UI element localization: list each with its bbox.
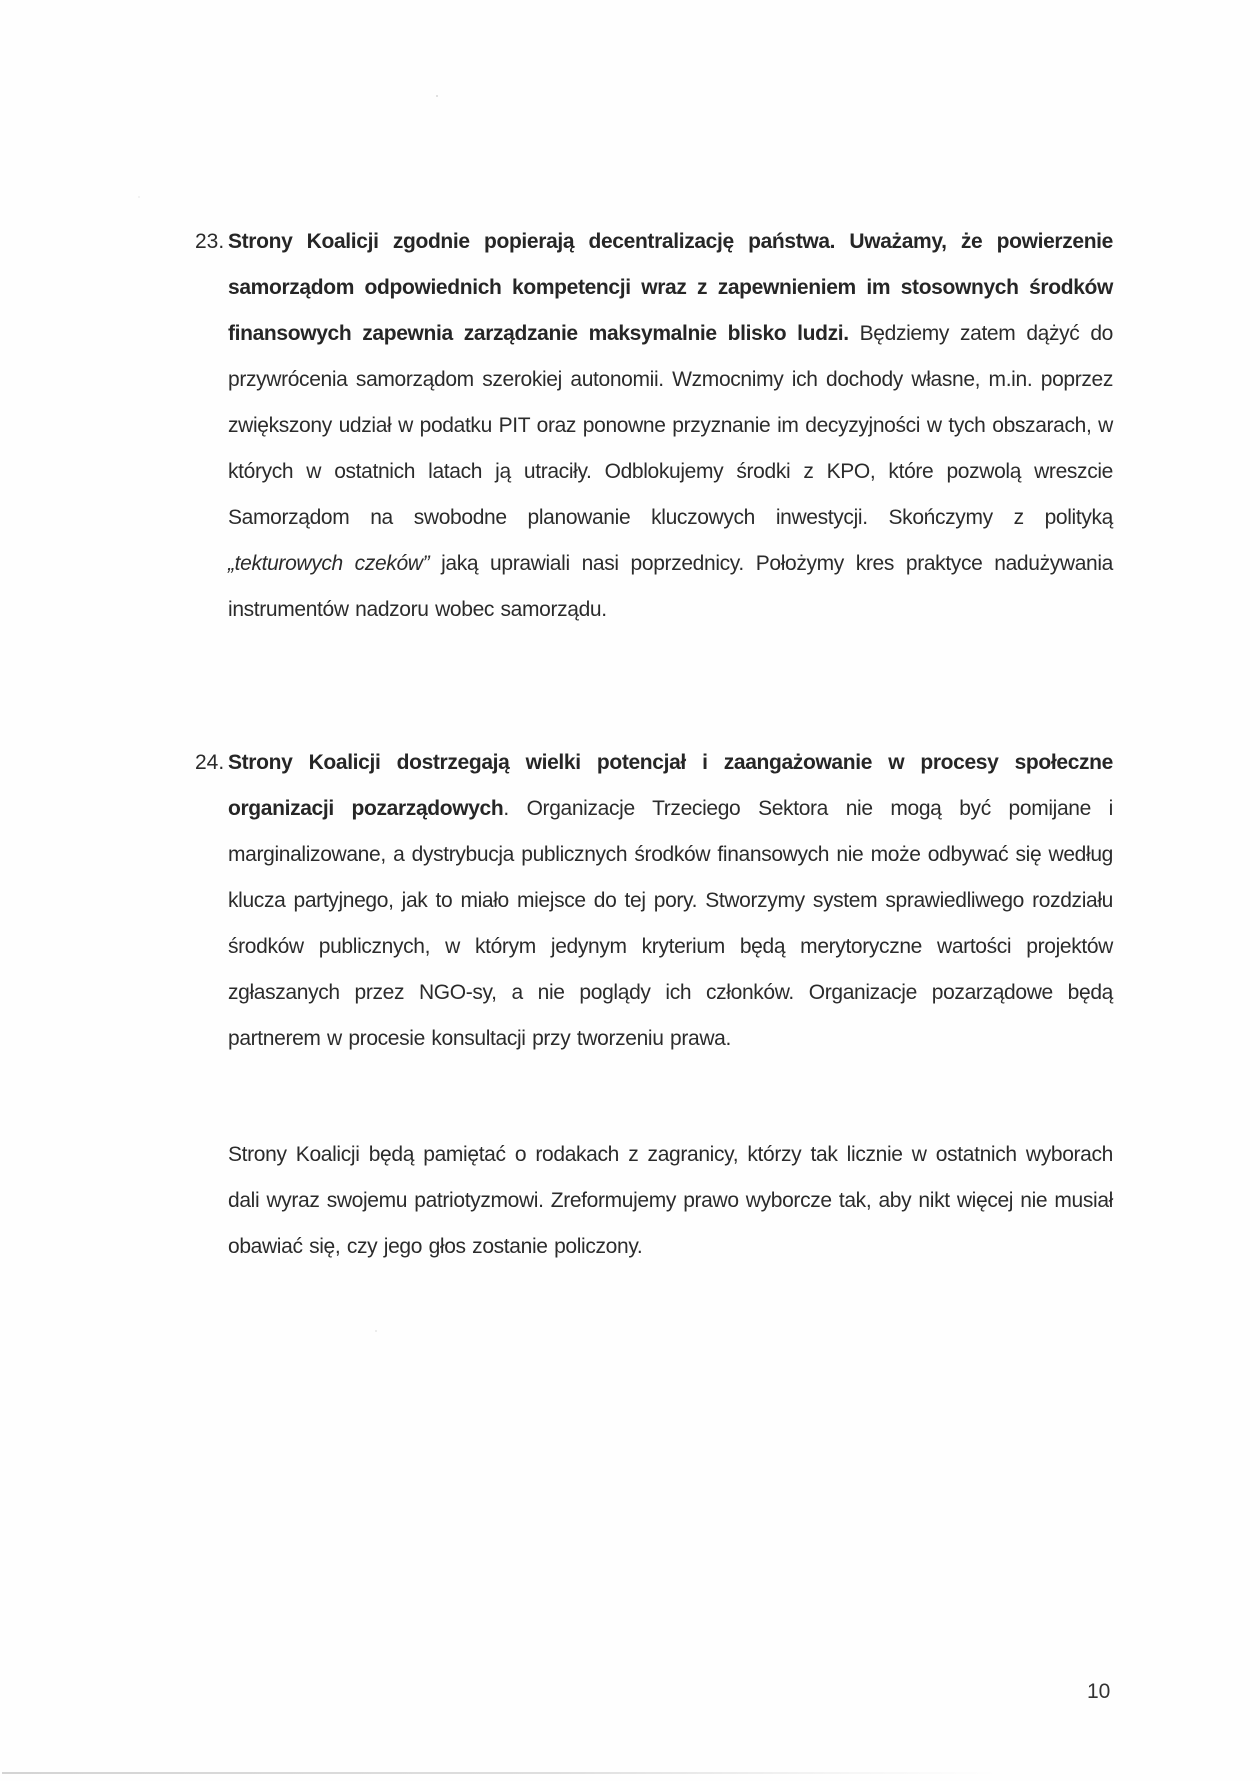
section-body [228,219,1113,633]
scan-edge-line [2,1772,1002,1774]
page-number: 10 [1087,1680,1111,1703]
scan-dust [436,95,438,97]
section-lead-bold: Strony Koalicji zgodnie popierają decentralizację państwa. Uważamy, że powierzenie samorządom odpowiednich kompetencji wraz z zapewnieniem im stosownych środków finansowych zapewnia zarządzanie maksymalnie blisko ludzi. [228,230,1113,345]
section-italic-quote: „tekturowych czeków” [228,552,430,575]
section-number: 23. [195,230,225,253]
closing-paragraph [195,1132,1113,1270]
scan-dust [375,1330,377,1332]
section-23 [195,219,1113,633]
section-24 [195,740,1113,1062]
section-text: . Organizacje Trzeciego Sektora nie mogą być pomijane i marginalizowane, a dystrybucja publicznych środków finansowych nie może odbywać się według klucza partyjnego, jak to miało miejsce do tej pory. Stworzymy system sprawiedliwego rozdziału środków publicznych, w którym jedynym kryterium będą merytoryczne wartości projektów zgłaszanych przez NGO-sy, a nie poglądy ich członków. Organizacje pozarządowe będą partnerem w procesie konsultacji przy tworzeniu prawa. [228,797,1113,1050]
scan-dust [138,196,140,198]
section-body [228,740,1113,1062]
section-text: jaką uprawiali nasi poprzednicy. Położymy kres praktyce nadużywania instrumentów nadzoru wobec samorządu. [228,552,1114,621]
section-number: 24. [195,751,225,774]
paragraph-text: Strony Koalicji będą pamiętać o rodakach z zagranicy, którzy tak licznie w ostatnich wyborach dali wyraz swojemu patriotyzmowi. Zreformujemy prawo wyborcze tak, aby nikt więcej nie musiał obawiać się, czy jego głos zostanie policzony. [228,1143,1113,1258]
section-lead-bold: Strony Koalicji dostrzegają wielki potencjał i zaangażowanie w procesy społeczne organizacji pozarządowych [228,751,1113,820]
section-text: Będziemy zatem dążyć do przywrócenia samorządom szerokiej autonomii. Wzmocnimy ich dochody własne, m.in. poprzez zwiększony udział w podatku PIT oraz ponowne przyznanie im decyzyjności w tych obszarach, w których w ostatnich latach ją utraciły. Odblokujemy środki z KPO, które pozwolą wreszcie Samorządom na swobodne planowanie kluczowych inwestycji. Skończymy z polityką [228,322,1114,529]
